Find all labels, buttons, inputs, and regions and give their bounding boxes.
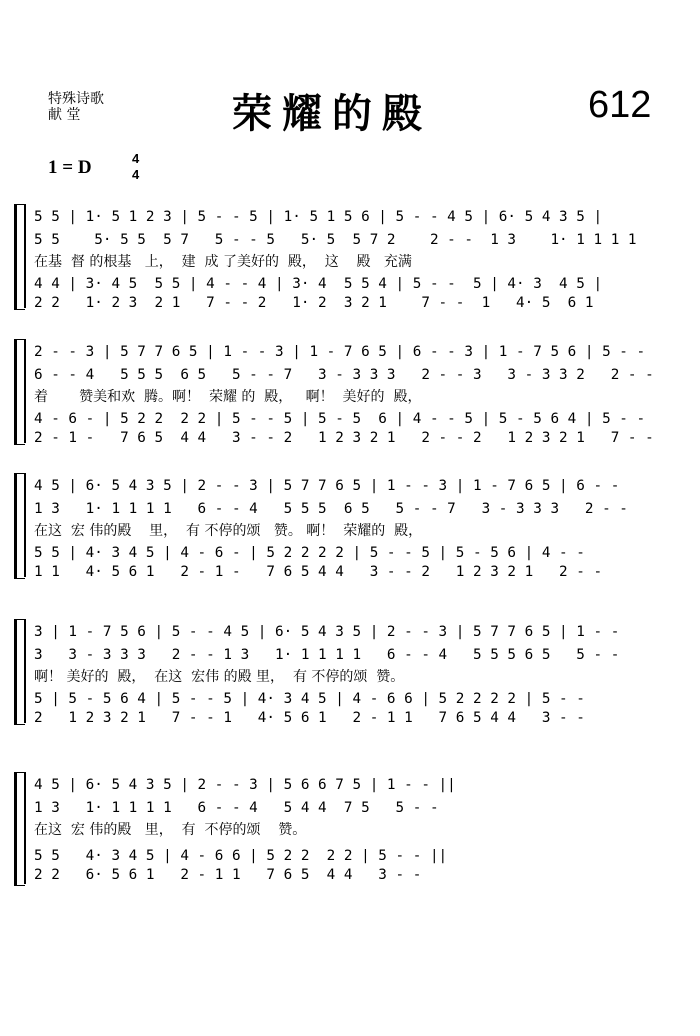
system-barline — [24, 473, 26, 577]
hymn-title: 荣耀的殿 — [232, 90, 432, 137]
score-system-1 — [14, 204, 654, 314]
lyrics-line: 在这 宏 伟的殿 里， 有 不停的颂 赞。 啊！ 荣耀的 殿， — [34, 523, 423, 539]
bass-line: 2 2 6· 5 6 1 2 - 1 1 7 6 5 4 4 3 - - — [34, 867, 422, 883]
lyrics-line: 着 赞美和欢 腾。啊！ 荣耀 的 殿， 啊！ 美好的 殿， — [34, 389, 422, 405]
score-system-4 — [14, 619, 654, 729]
time-signature-bottom: 4 — [132, 167, 140, 182]
category-line-1: 特殊诗歌 — [48, 91, 104, 107]
score-system-2 — [14, 339, 654, 449]
key-signature: 1 = D — [48, 157, 92, 178]
lyrics-line: 在这 宏 伟的殿 里， 有 不停的颂 赞。 — [34, 822, 307, 838]
score-system-5 — [14, 772, 654, 892]
alto-line: 1 3 1· 1 1 1 1 6 - - 4 5 5 5 6 5 5 - - 7 3 - 3 3 3 2 - - — [34, 501, 628, 517]
bass-line: 2 - 1 - 7 6 5 4 4 3 - - 2 1 2 3 2 1 2 - - 2 1 2 3 2 1 7 - - — [34, 430, 654, 446]
hymn-number: 612 — [588, 84, 652, 126]
tenor-line: 5 | 5 - 5 6 4 | 5 - - 5 | 4· 3 4 5 | 4 - 6 6 | 5 2 2 2 2 | 5 - - — [34, 691, 585, 707]
alto-line: 1 3 1· 1 1 1 1 6 - - 4 5 4 4 7 5 5 - - — [34, 800, 439, 816]
system-barline — [24, 204, 26, 308]
bass-line: 2 2 1· 2 3 2 1 7 - - 2 1· 2 3 2 1 7 - - 1 4· 5 6 1 — [34, 295, 594, 311]
system-barline — [24, 619, 26, 723]
bass-line: 1 1 4· 5 6 1 2 - 1 - 7 6 5 4 4 3 - - 2 1 2 3 2 1 2 - - — [34, 564, 603, 580]
lyrics-line: 啊！ 美好的 殿， 在这 宏伟 的殿 里， 有 不停的颂 赞。 — [34, 669, 405, 685]
time-signature-top: 4 — [132, 151, 140, 166]
soprano-line: 5 5 | 1· 5 1 2 3 | 5 - - 5 | 1· 5 1 5 6 | 5 - - 4 5 | 6· 5 4 3 5 | — [34, 209, 603, 225]
alto-line: 6 - - 4 5 5 5 6 5 5 - - 7 3 - 3 3 3 2 - - 3 3 - 3 3 2 2 - - — [34, 367, 654, 383]
bass-line: 2 1 2 3 2 1 7 - - 1 4· 5 6 1 2 - 1 1 7 6 5 4 4 3 - - — [34, 710, 585, 726]
system-barline — [24, 339, 26, 443]
score-system-3 — [14, 473, 654, 583]
soprano-line: 4 5 | 6· 5 4 3 5 | 2 - - 3 | 5 7 7 6 5 | 1 - - 3 | 1 - 7 6 5 | 6 - - — [34, 478, 620, 494]
tenor-line: 4 4 | 3· 4 5 5 5 | 4 - - 4 | 3· 4 5 5 4 | 5 - - 5 | 4· 3 4 5 | — [34, 276, 603, 292]
category-line-2: 献 堂 — [48, 107, 81, 123]
tenor-line: 4 - 6 - | 5 2 2 2 2 | 5 - - 5 | 5 - 5 6 | 4 - - 5 | 5 - 5 6 4 | 5 - - — [34, 411, 646, 427]
lyrics-line: 在基 督 的根基 上， 建 成 了美好的 殿， 这 殿 充满 — [34, 254, 412, 270]
alto-line: 3 3 - 3 3 3 2 - - 1 3 1· 1 1 1 1 6 - - 4 5 5 5 6 5 5 - - — [34, 647, 620, 663]
alto-line: 5 5 5· 5 5 5 7 5 - - 5 5· 5 5 7 2 2 - - 1 3 1· 1 1 1 1 — [34, 232, 637, 248]
system-barline — [24, 772, 26, 884]
soprano-line: 2 - - 3 | 5 7 7 6 5 | 1 - - 3 | 1 - 7 6 5 | 6 - - 3 | 1 - 7 5 6 | 5 - - — [34, 344, 646, 360]
tenor-line: 5 5 4· 3 4 5 | 4 - 6 6 | 5 2 2 2 2 | 5 - - || — [34, 848, 448, 864]
soprano-line: 3 | 1 - 7 5 6 | 5 - - 4 5 | 6· 5 4 3 5 | 2 - - 3 | 5 7 7 6 5 | 1 - - — [34, 624, 620, 640]
tenor-line: 5 5 | 4· 3 4 5 | 4 - 6 - | 5 2 2 2 2 | 5 - - 5 | 5 - 5 6 | 4 - - — [34, 545, 585, 561]
soprano-line: 4 5 | 6· 5 4 3 5 | 2 - - 3 | 5 6 6 7 5 | 1 - - || — [34, 777, 456, 793]
